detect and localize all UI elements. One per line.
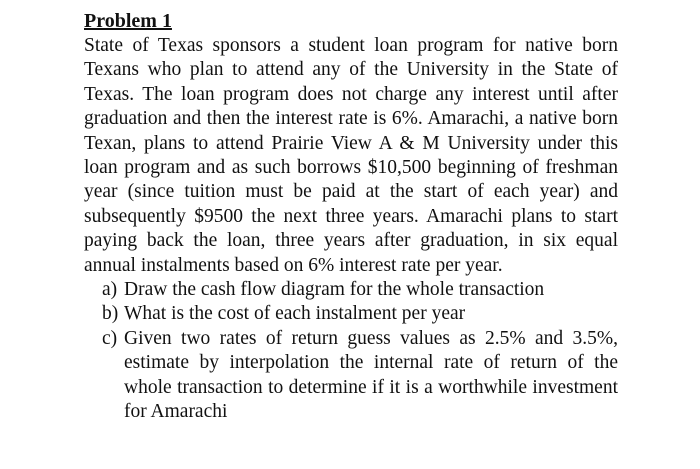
question-text: Draw the cash flow diagram for the whole transaction — [124, 279, 545, 301]
question-marker: c) — [102, 327, 118, 349]
problem-title: Problem 1 — [84, 10, 172, 32]
question-list — [84, 278, 618, 424]
question-text: What is the cost of each instalment per year — [124, 303, 466, 325]
document-page — [84, 9, 618, 425]
question-item-a — [102, 278, 618, 302]
question-item-b — [102, 302, 618, 326]
problem-statement: State of Texas sponsors a student loan program for native born Texans who plan to attend any of the University in the State of Texas. The loan program does not charge any interest until after graduation and then the interest rate is 6%. Amarachi, a native born Texan, plans to attend Prairie View A & M University under this loan program and as such borrows $10,500 beginning of freshman year (since tuition must be paid at the start of each year) and subsequently $9500 the next three years. Amarachi plans to start paying back the loan, three years after graduation, in six equal annual instalments based on 6% interest rate per year. — [84, 35, 618, 276]
question-marker: b) — [102, 303, 119, 325]
question-item-c — [102, 327, 618, 425]
question-marker: a) — [102, 279, 118, 301]
question-text: Given two rates of return guess values as 2.5% and 3.5%, estimate by interpolation the internal rate of return of the whole transaction to determine if it is a worthwhile investment for Amarachi — [124, 327, 618, 423]
